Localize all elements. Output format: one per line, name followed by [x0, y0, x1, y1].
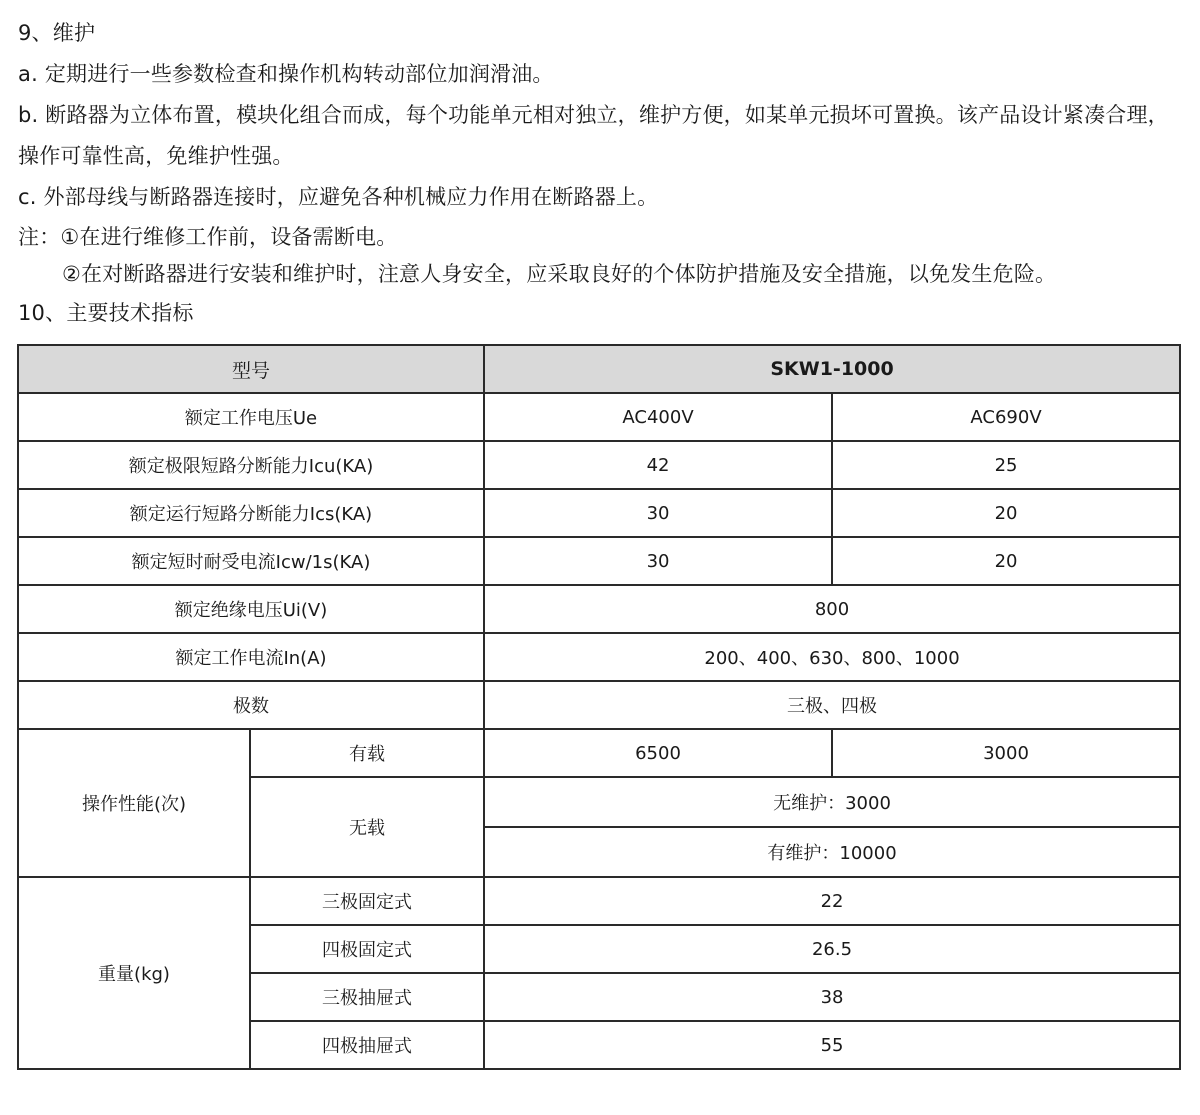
- rated-voltage-400: AC400V: [484, 393, 832, 441]
- operation-unloaded-label: 无载: [250, 777, 484, 877]
- section10-heading: 10、主要技术指标: [18, 301, 194, 325]
- weight-label: 重量(kg): [18, 877, 250, 1069]
- ics-label: 额定运行短路分断能力Ics(KA): [18, 489, 484, 537]
- operation-loaded-label: 有载: [250, 729, 484, 777]
- ui-value: 800: [484, 585, 1180, 633]
- table-row: [18, 633, 1180, 681]
- weight-row-value: 26.5: [484, 925, 1180, 973]
- icw-690: 20: [832, 537, 1180, 585]
- weight-row-value: 22: [484, 877, 1180, 925]
- table-row: [18, 345, 1180, 393]
- section9-item-a: a. 定期进行一些参数检查和操作机构转动部位加润滑油。: [18, 62, 554, 86]
- weight-row-label: 四极固定式: [250, 925, 484, 973]
- operation-label: 操作性能(次): [18, 729, 250, 877]
- icu-label: 额定极限短路分断能力Icu(KA): [18, 441, 484, 489]
- weight-row-value: 55: [484, 1021, 1180, 1069]
- poles-label: 极数: [18, 681, 484, 729]
- table-row: [18, 877, 1180, 925]
- ics-400: 30: [484, 489, 832, 537]
- icw-400: 30: [484, 537, 832, 585]
- poles-value: 三极、四极: [484, 681, 1180, 729]
- table-row: [18, 681, 1180, 729]
- weight-row-label: 三极抽屉式: [250, 973, 484, 1021]
- table-row: [18, 489, 1180, 537]
- table-row: [18, 585, 1180, 633]
- section9-heading: 9、维护: [18, 21, 96, 45]
- weight-row-value: 38: [484, 973, 1180, 1021]
- ics-690: 20: [832, 489, 1180, 537]
- model-label-cell: 型号: [18, 345, 484, 393]
- section9-note-1: 注：①在进行维修工作前，设备需断电。: [18, 225, 398, 249]
- in-value: 200、400、630、800、1000: [484, 633, 1180, 681]
- operation-unloaded-no-maint: 无维护：3000: [484, 777, 1180, 827]
- weight-row-label: 四极抽屉式: [250, 1021, 484, 1069]
- section9-note-2: ②在对断路器进行安装和维护时，注意人身安全，应采取良好的个体防护措施及安全措施，以免发生危险。: [62, 262, 1057, 286]
- rated-voltage-690: AC690V: [832, 393, 1180, 441]
- icu-400: 42: [484, 441, 832, 489]
- ui-label: 额定绝缘电压Ui(V): [18, 585, 484, 633]
- operation-loaded-690: 3000: [832, 729, 1180, 777]
- rated-voltage-label: 额定工作电压Ue: [18, 393, 484, 441]
- table-row: [18, 537, 1180, 585]
- operation-unloaded-maint: 有维护：10000: [484, 827, 1180, 877]
- icu-690: 25: [832, 441, 1180, 489]
- spec-table: [17, 344, 1181, 1070]
- operation-loaded-400: 6500: [484, 729, 832, 777]
- icw-label: 额定短时耐受电流Icw/1s(KA): [18, 537, 484, 585]
- section9-item-c: c. 外部母线与断路器连接时，应避免各种机械应力作用在断路器上。: [18, 185, 659, 209]
- weight-row-label: 三极固定式: [250, 877, 484, 925]
- table-row: [18, 393, 1180, 441]
- table-row: [18, 441, 1180, 489]
- in-label: 额定工作电流In(A): [18, 633, 484, 681]
- table-row: [18, 729, 1180, 777]
- section9-item-b: b. 断路器为立体布置，模块化组合而成，每个功能单元相对独立，维护方便，如某单元损坏可置换。该产品设计紧凑合理，操作可靠性高，免维护性强。: [18, 103, 1169, 168]
- model-value-cell: SKW1-1000: [484, 345, 1180, 393]
